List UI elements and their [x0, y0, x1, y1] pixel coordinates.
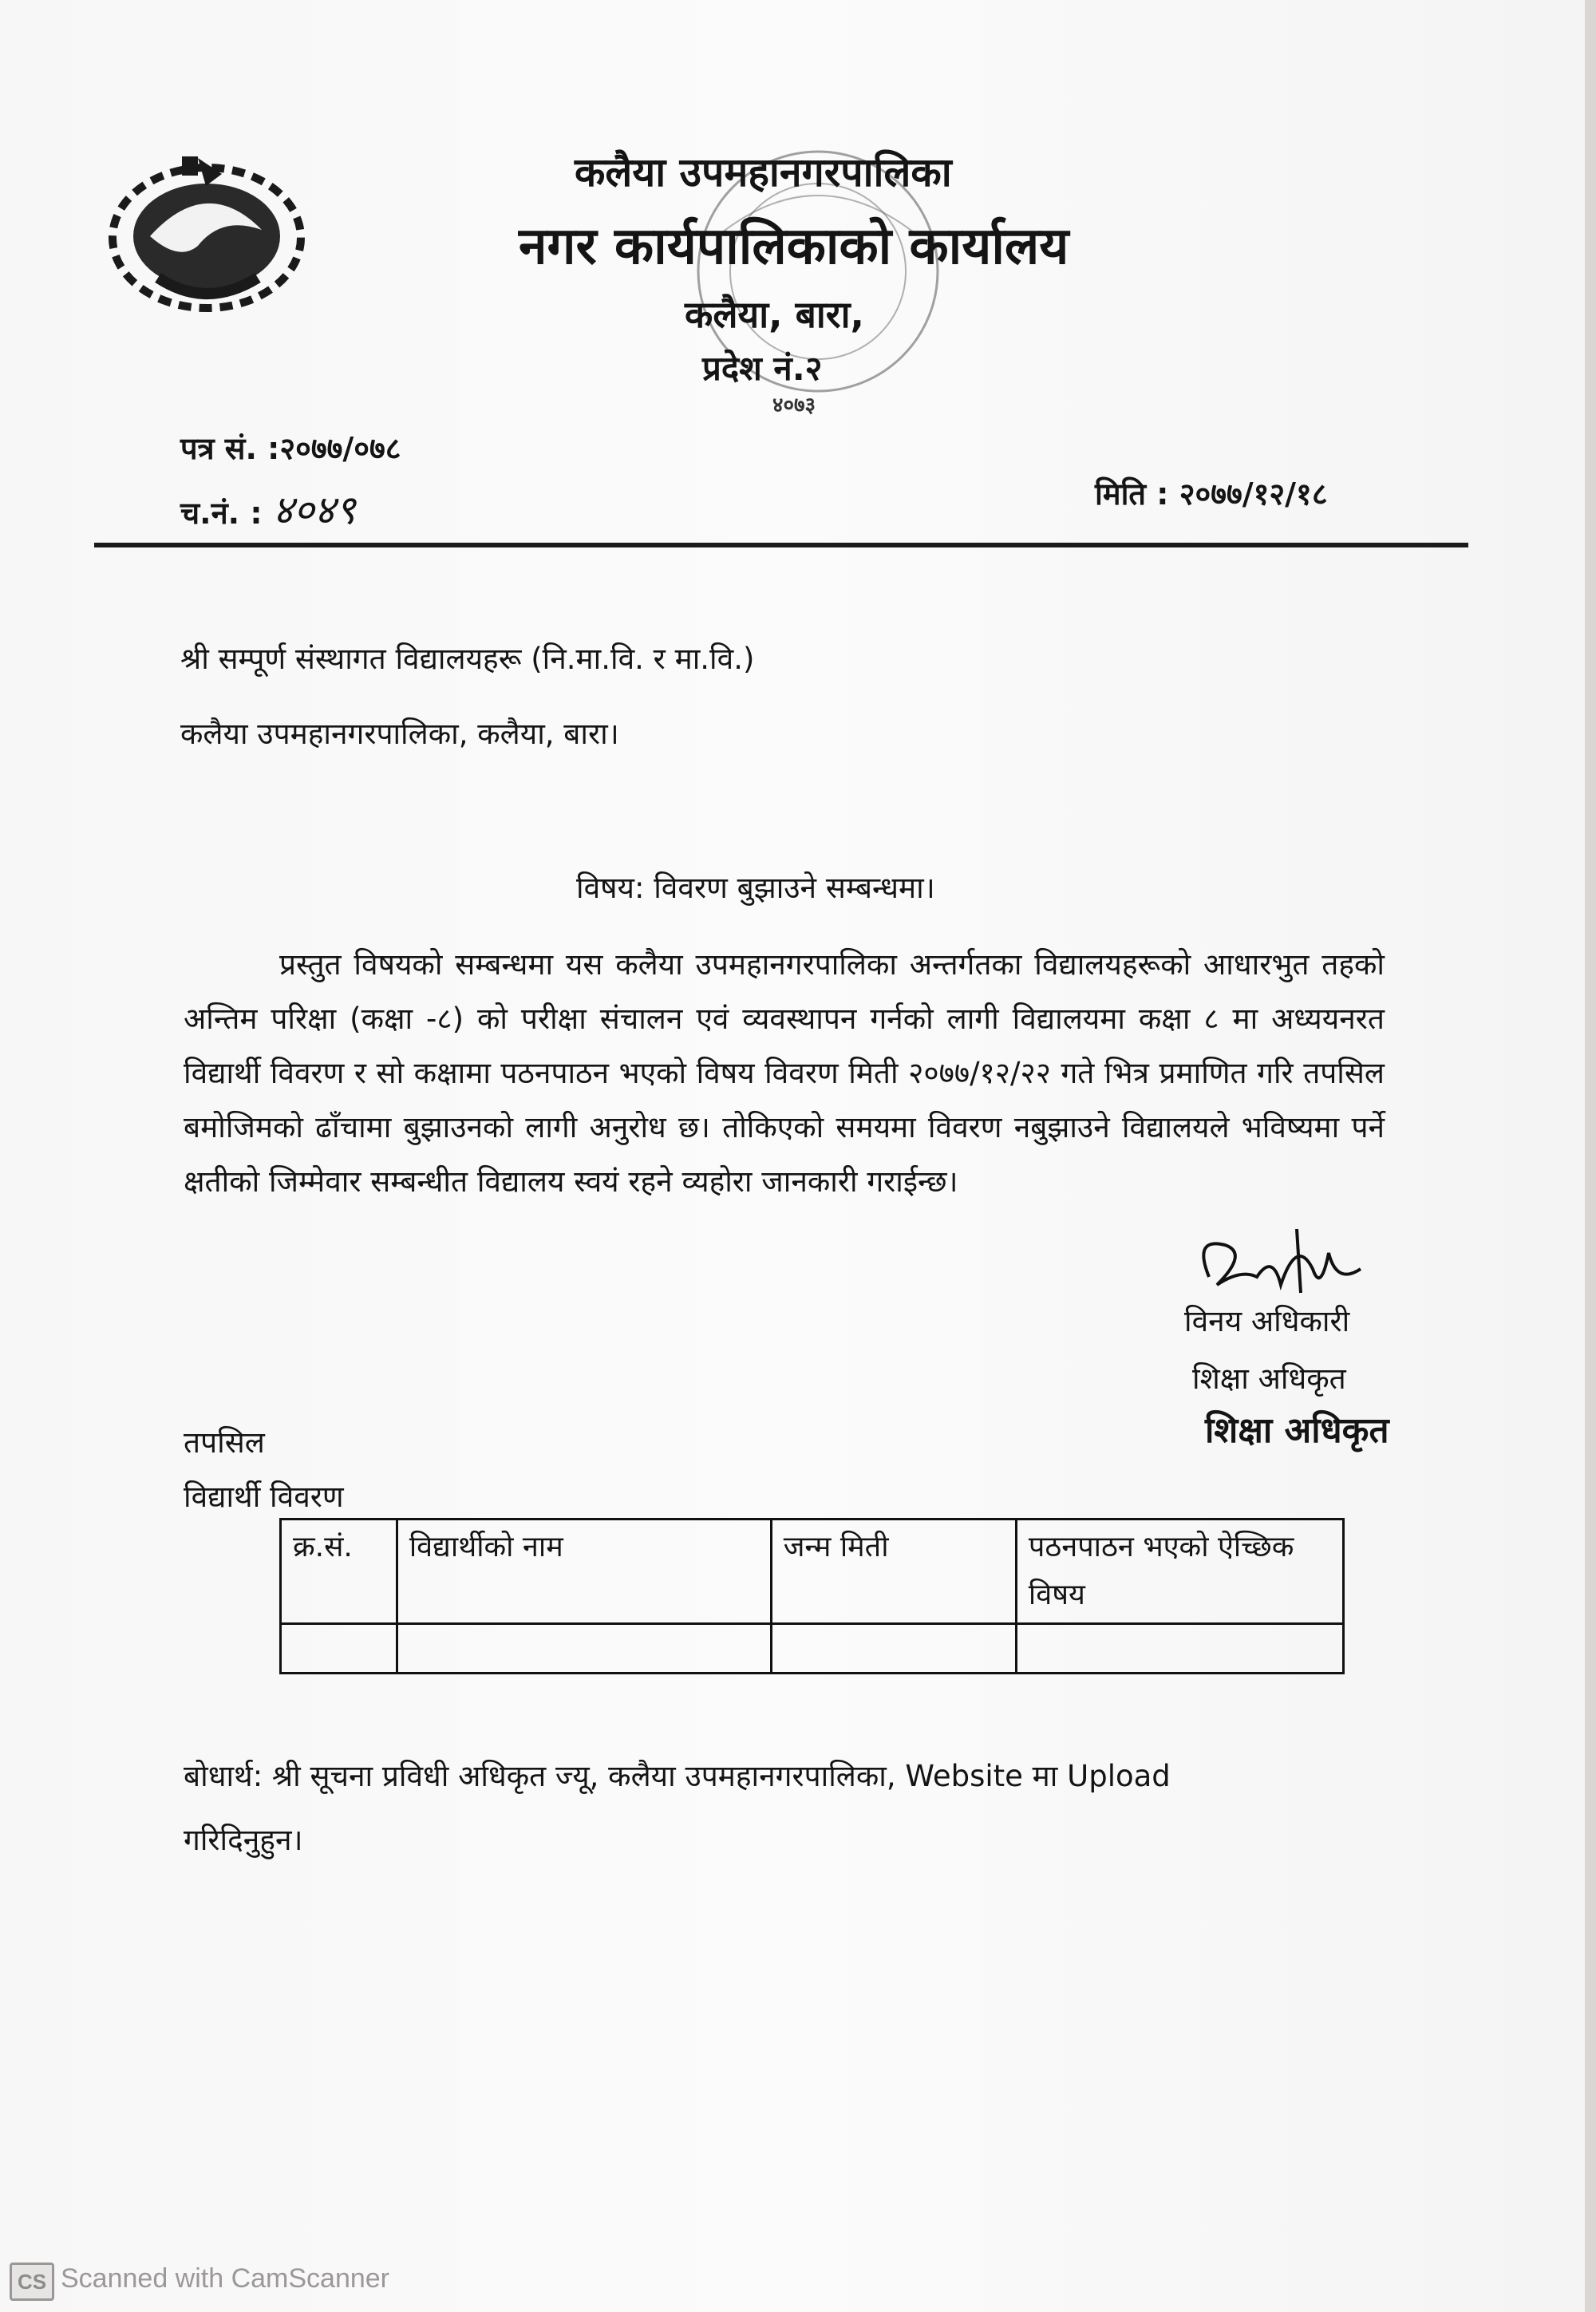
seal-number: ४०७३ [772, 393, 816, 417]
letter-date [1095, 472, 1328, 514]
recipient-line-2: कलैया उपमहानगरपालिका, कलैया, बारा। [180, 717, 619, 751]
dispatch-number-value: ४०४९ [272, 487, 356, 533]
body-text: प्रस्तुत विषयको सम्बन्धमा यस कलैया उपमहानगरपालिका अन्तर्गतका विद्यालयहरूको आधारभुत तहको अन्तिम परिक्षा (कक्षा -८) को परीक्षा संचालन एवं व्यवस्थापन गर्नको लागी विद्यालयमा कक्षा ८ मा अध्ययनरत विद्यार्थी विवरण र सो कक्षामा पठनपाठन भएको विषय विवरण मिती २०७७/१२/२२ गते भित्र प्रमाणित गरि तपसिल बमोजिमको ढाँचामा बुझाउनको लागी अनुरोध छ। तोकिएको समयमा विवरण नबुझाउने विद्यालयले भविष्यमा पर्ने क्षतीको जिम्मेवार सम्बन्धीत विद्यालय स्वयं रहने व्यहोरा जानकारी गराईन्छ। [184, 947, 1385, 1199]
scanner-watermark: Scanned with CamScanner [61, 2263, 390, 2294]
column-header: जन्म मिती [771, 1520, 1016, 1624]
dispatch-number [180, 481, 356, 536]
letter-number-label: पत्र सं. : [180, 431, 280, 466]
student-details-table [279, 1518, 1345, 1674]
recipient-line-1: श्री सम्पूर्ण संस्थागत विद्यालयहरू (नि.मा.वि. र मा.वि.) [180, 642, 755, 676]
cc-line-2: गरिदिनुहुन। [184, 1823, 303, 1857]
table-cell [771, 1624, 1016, 1674]
signatory-stamp: शिक्षा अधिकृत [1205, 1410, 1389, 1451]
column-header: पठनपाठन भएको ऐच्छिक विषय [1016, 1520, 1343, 1624]
office-name: नगर कार्यपालिकाको कार्यालय [519, 217, 1069, 276]
nepal-emblem-icon [102, 142, 311, 318]
letter-body [184, 938, 1385, 1209]
column-header: विद्यार्थीको नाम [397, 1520, 771, 1624]
signatory-title: शिक्षा अधिकृत [1192, 1362, 1346, 1396]
province: प्रदेश नं.२ [702, 349, 823, 388]
header-divider [94, 543, 1468, 547]
table-cell [397, 1624, 771, 1674]
letter-number [180, 427, 401, 468]
subject-line: विषय: विवरण बुझाउने सम्बन्धमा। [576, 871, 935, 905]
cc-line-1: बोधार्थ: श्री सूचना प्रविधी अधिकृत ज्यू, कलैया उपमहानगरपालिका, Website मा Upload [184, 1759, 1171, 1793]
office-location: कलैया, बारा, [685, 293, 864, 336]
column-header: क्र.सं. [281, 1520, 397, 1624]
table-title: विद्यार्थी विवरण [184, 1480, 344, 1514]
signatory-name: विनय अधिकारी [1184, 1304, 1350, 1338]
dispatch-number-label: च.नं. : [180, 496, 263, 531]
letter-date-value: २०७७/१२/१८ [1179, 476, 1328, 512]
appendix-label: तपसिल [184, 1425, 265, 1460]
table-cell [281, 1624, 397, 1674]
table-row [281, 1624, 1344, 1674]
page-edge [1585, 0, 1596, 2312]
table-header-row [281, 1520, 1344, 1624]
table-cell [1016, 1624, 1343, 1674]
letter-date-label: मिति : [1095, 476, 1169, 512]
camscanner-logo-icon: CS [10, 2263, 54, 2301]
municipality-name: कलैया उपमहानगरपालिका [575, 149, 952, 196]
letter-number-value: २०७७/०७८ [279, 431, 401, 466]
